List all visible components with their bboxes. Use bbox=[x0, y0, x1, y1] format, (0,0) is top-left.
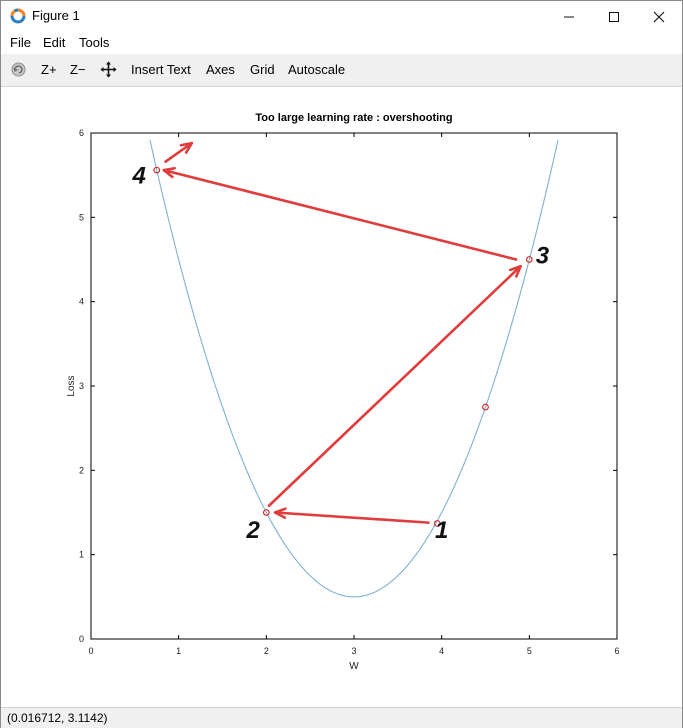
step-label: 1 bbox=[434, 516, 449, 544]
y-tick-label: 5 bbox=[78, 212, 84, 223]
chart-title: Too large learning rate : overshooting bbox=[255, 112, 453, 124]
update-arrows bbox=[164, 143, 521, 523]
loss-plot[interactable] bbox=[1, 87, 682, 706]
y-tick-label: 3 bbox=[78, 381, 84, 391]
plot-canvas[interactable] bbox=[1, 87, 682, 706]
arrow-shaft bbox=[166, 143, 192, 162]
arrow-shaft bbox=[269, 266, 521, 506]
step-markers bbox=[154, 167, 532, 526]
title-bar bbox=[1, 1, 682, 32]
x-tick-label: 5 bbox=[526, 646, 532, 656]
y-tick-label: 0 bbox=[78, 634, 84, 644]
x-tick-label: 0 bbox=[88, 646, 94, 656]
y-tick-label: 1 bbox=[78, 549, 84, 560]
step-label: 4 bbox=[132, 162, 146, 190]
step-label: 2 bbox=[246, 516, 260, 544]
insert-text-button[interactable]: Insert Text bbox=[131, 62, 191, 77]
close-button[interactable] bbox=[636, 1, 682, 32]
arrow-shaft bbox=[275, 513, 428, 523]
close-icon bbox=[653, 11, 665, 23]
grid-button[interactable]: Grid bbox=[250, 62, 275, 77]
menu-bar bbox=[1, 32, 682, 54]
y-axis-label: Loss bbox=[66, 375, 77, 397]
x-tick-label: 1 bbox=[176, 646, 182, 656]
zoom-out-button[interactable]: Z− bbox=[70, 62, 86, 77]
status-bar bbox=[1, 707, 682, 728]
menu-edit[interactable]: Edit bbox=[43, 35, 66, 50]
maximize-icon bbox=[608, 11, 620, 23]
y-tick-label: 6 bbox=[78, 128, 84, 138]
minimize-icon bbox=[563, 11, 575, 23]
rotate-icon[interactable] bbox=[10, 61, 27, 78]
x-axis-label: W bbox=[349, 661, 359, 672]
axes-box bbox=[91, 133, 617, 639]
figure-toolbar bbox=[1, 54, 682, 87]
x-tick-label: 6 bbox=[614, 646, 620, 656]
pan-icon[interactable] bbox=[100, 61, 117, 78]
x-tick-label: 2 bbox=[263, 646, 269, 656]
loss-curve bbox=[150, 140, 558, 597]
octave-logo-icon bbox=[10, 8, 26, 24]
axes bbox=[79, 128, 620, 656]
step-label: 3 bbox=[535, 242, 550, 270]
arrow-shaft bbox=[164, 170, 516, 259]
minimize-button[interactable] bbox=[546, 1, 592, 32]
step-labels bbox=[132, 163, 550, 544]
loss-curve-line bbox=[150, 140, 558, 597]
autoscale-button[interactable]: Autoscale bbox=[288, 62, 346, 77]
cursor-coordinates: (0.016712, 3.1142) bbox=[7, 711, 108, 725]
axes-button[interactable]: Axes bbox=[206, 62, 235, 77]
y-tick-label: 2 bbox=[78, 465, 84, 476]
menu-file[interactable]: File bbox=[10, 35, 31, 50]
zoom-in-button[interactable]: Z+ bbox=[41, 62, 57, 77]
x-tick-label: 4 bbox=[439, 646, 445, 656]
window-title: Figure 1 bbox=[32, 8, 80, 23]
maximize-button[interactable] bbox=[591, 1, 637, 32]
menu-tools[interactable]: Tools bbox=[79, 35, 110, 50]
y-tick-label: 4 bbox=[78, 296, 84, 307]
x-tick-label: 3 bbox=[351, 646, 357, 656]
